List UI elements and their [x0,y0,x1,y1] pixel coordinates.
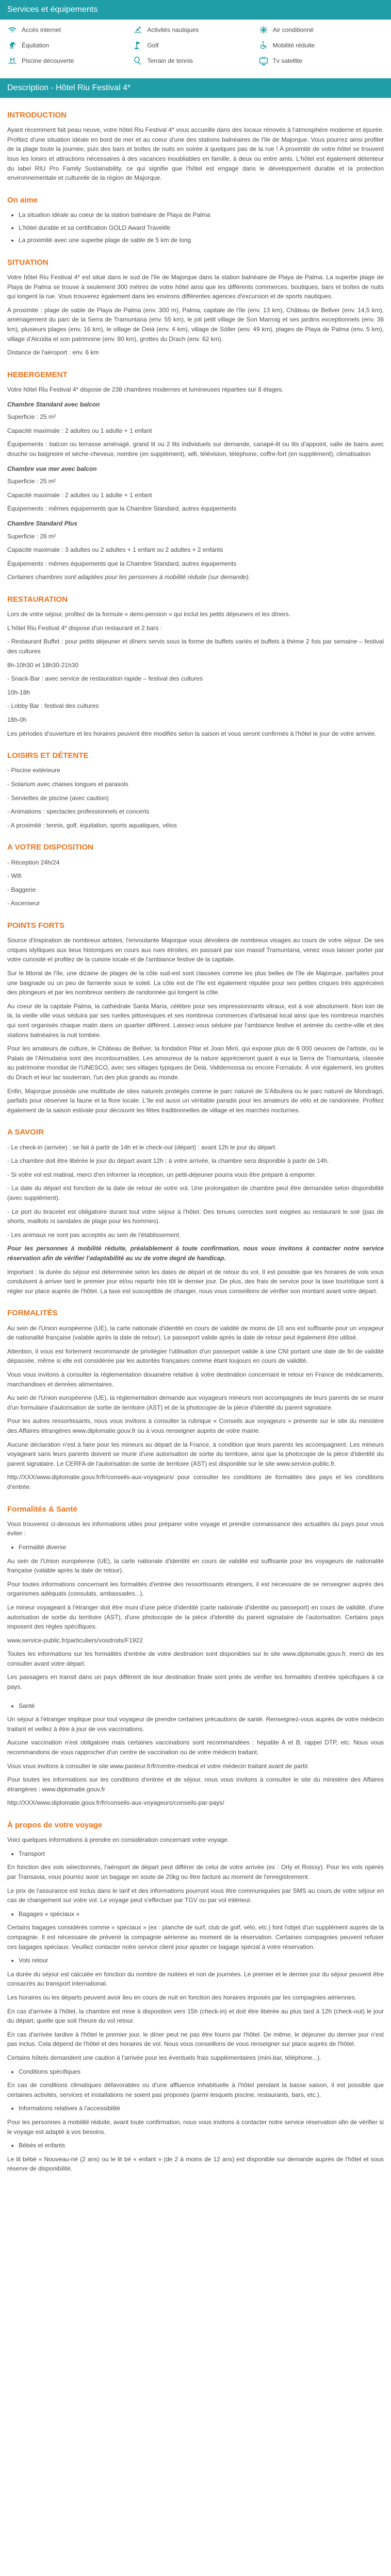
a-savoir-item: - Si votre vol est matinal, merci d'en informer la réception, un petit-déjeuner pourra vous être préparé à emporter. [7,1171,316,1178]
propos-paragraph: La durée du séjour est calculée en fonction du nombre de nuitées et non de journées. Le premier et le dernier jour du séjour peuvent être consacrés au transport international. [7,1970,384,1988]
a-savoir-item: - Les animaux ne sont pas acceptés au sein de l'établissement. [7,1231,181,1239]
service-item [7,56,133,66]
propos-paragraph: Certains bagages considérés comme « spéciaux » (ex : planche de surf, club de golf, vélo, etc.) font l'objet d'un supplément auprès de la compagnie. Il est nécessaire de prévenir la compagnie aérienne au moment de la réservation. Certaines compagnies peuvent refuser ces bagages spéciaux. Veuillez contacter notre service client pour ajouter ce bagage spécial à votre réservation. [7,1924,384,1951]
propos-paragraph: En cas de conditions climatiques défavorables ou d'une affluence inhabituelle à l'hôtel pendant la basse saison, il est possible que certaines activités, services et installations ne soient pas proposés (parmi lesquels piscine, restaurants, bars, etc.). [7,2081,384,2098]
service-label: Équitation [22,41,50,49]
sante-paragraph: Au sein de l'Union européenne (UE), la carte nationale d'identité en cours de validité est suffisante pour les voyageurs de nationalité française (valable après la date de retour). [7,1557,384,1574]
formalites-paragraph: Au sein de l'Union européenne (UE), la réglementation demande aux voyageurs mineurs non accompagnés de leurs parents de se munir d'un formulaire d'autorisation de sortie de territoire (AST) et de la photocopie de la pièce d'identité du parent signataire. [7,1394,384,1411]
list-item: • L'hôtel durable et sa certification GOLD Award Travelife [19,223,384,233]
a-savoir-item: - La chambre doit être libérée le jour du départ avant 12h ; à votre arrivée, la chambre sera disponible à partir de 14h. [7,1157,329,1165]
a-savoir-item: - Le port du bracelet est obligatoire durant tout votre séjour à l'hôtel. Des tenues correctes sont exigées au restaurant le soir (pas de shorts, maillots ni sandales de plage pour les hommes). [7,1208,384,1225]
propos-paragraph: Le prix de l'assurance est inclus dans le tarif et des informations pourront vous être communiquées par SMS au cours de votre séjour en cas de changement sur votre vol. Le voyage peut s'effectuer par TGV ou par vol intérieur. [7,1887,384,1904]
formalites-paragraph: Attention, il vous est fortement recommandé de privilégier l'utilisation d'un passeport valide à une CNI portant une date de fin de validité dépassée, même si elle est considérée par les autorités françaises comme étant toujours en cours de validité. [7,1347,384,1365]
service-item [133,56,258,66]
a-savoir-rmr: Pour les personnes à mobilité réduite, préalablement à toute confirmation, nous vous invitons à contacter notre service réservation afin de vérifier l'adaptabilité au vu de votre degré de handicap. [7,1245,384,1262]
room-type-title: Chambre Standard avec balcon [7,400,100,408]
dispo-item: - Wifi [7,872,22,880]
sante-paragraph: Les passagers en transit dans un pays différent de leur destination finale sont priés de vérifier les formalités d'entrée spécifiques à ce pays. [7,1673,384,1691]
list-item: • Bagages « spéciaux » [19,1909,384,1919]
service-item [7,40,133,50]
golf-flag-icon [133,40,143,50]
restauration-paragraph: L'hôtel Riu Festival 4* dispose d'un restaurant et 2 bars : [7,624,162,632]
list-item: • Vols retour [19,1956,384,1965]
swimmer-icon [133,25,143,35]
dispo-item: - Ascenseur [7,900,40,907]
pool-icon [7,56,18,66]
section-title-hebergement: HEBERGEMENT [7,370,68,379]
a-savoir-item: - La date du départ est fonction de la date de retour de votre vol. Une prolongation de chambre peut être demandée selon disponibilité (avec supplément). [7,1184,384,1201]
service-item [133,40,258,50]
room-detail: Capacité maximale : 3 adultes ou 2 adultes + 1 enfant ou 2 adultes + 2 enfants [7,546,223,554]
sante-paragraph: Vous vous invitons à consulter le site www.pasteur.fr/fr/centre-medical et votre médecin traitant avant de partir. [7,1762,309,1770]
formalites-paragraph: Vous vous invitons à consulter la réglementation douanière relative à votre destination concernant le retour en France de médicaments, marchandises et denrées alimentaires. [7,1370,384,1388]
propos-list [19,2104,384,2113]
list-item: • Informations relatives à l'accessibilité [19,2104,384,2113]
tv-icon [258,56,269,66]
restauration-hours: 8h-10h30 et 18h30-21h30 [7,661,79,669]
description-content [0,109,391,2174]
restauration-hours: 18h-0h [7,716,27,723]
dispo-item: - Réception 24h/24 [7,858,60,866]
sante-list [19,1543,384,1552]
situation-paragraph: A proximité : plage de sable de Playa de Palma (env. 300 m), Palma, capitale de l'île (env. 13 km), Château de Bellver (env. 14,5 km), aménagement du parc de la Serra de Tramuntana (env. 55 km), le joli petit village de Son Marroig et ses jardins exceptionnels (env. 36 km), plusieurs plages (env. 16 km), le village de Deià (env. 4 km), village de Sóller (env. 49 km), plages de Playa de Palma (env. 5 km), village d'Alcúdia et son patrimoine (env. 80 km), grottes du Drach (env. 62 km). [7,306,384,343]
situation-paragraph: Votre hôtel Riu Festival 4* est situé dans le sud de l'île de Majorque dans la station balnéaire de Playa de Palma. La superbe plage de Playa de Palma se trouve à seulement 300 mètres de votre hôtel ainsi que les différents commerces, boutiques, bars et boîtes de nuits qui longent la rue. Vous trouverez également dans les environs différentes agences d'excursion et de sports nautiques. [7,274,384,300]
list-item: • Formalité diverse [19,1543,384,1552]
sante-link: http://XXX/www.diplomatie.gouv.fr/fr/conseils-aux-voyageurs/conseils-par-pays/ [7,1799,224,1807]
restauration-hours: 10h-18h [7,688,30,696]
sante-paragraph: Toutes les informations sur les formalités d'entrée de votre destination sont disponibles sur le site www.diplomatie.gouv.fr, merci de les consulter avant votre départ. [7,1650,384,1667]
intro-paragraph: Ayant récemment fait peau neuve, votre hôtel Riu Festival 4* vous accueille dans des locaux rénovés à l'atmosphère moderne et épurée. Profitez d'une situation idéale en bord de mer et au coeur d'une des stations balnéaires de l'île de Majorque. Vous pourrez ainsi profiter de la plage toute la journée, puis des bars et boîtes de nuits en soirée à quelques pas de la rue ! A proximité de votre hôtel se trouvent tous les loisirs et attractions nécessaires à des vacances inoubliables en famille, à deux ou entre amis. L'hôtel est également détenteur du label RIU Pro Family Sustainability, ce qui signifie que l'hôtel est engagé dans le développement durable et la protection environnementale et culturelle de la région de Majorque. [7,126,384,182]
section-title-restauration: RESTAURATION [7,595,68,604]
sante-paragraph: Pour toutes informations concernant les formalités d'entrée des ressortissants étrangers, il est nécessaire de se renseigner auprès des organismes adéquats (consulats, ambassades...). [7,1580,384,1598]
propos-paragraph: Voici quelques informations à prendre en considération concernant votre voyage. [7,1836,230,1844]
service-item [258,25,384,35]
restauration-paragraph: - Lobby Bar : festival des cultures [7,702,99,710]
service-label: Mobilité réduite [272,41,315,49]
a-savoir-item: - Le check-in (arrivée) : se fait à partir de 14h et le check-out (départ) : avant 12h le jour du départ. [7,1143,277,1151]
service-label: Tv satellite [272,57,303,64]
propos-list [19,1909,384,1919]
snowflake-icon [258,25,269,35]
room-type-title: Chambre Standard Plus [7,520,78,528]
propos-paragraph: Le lit bébé « Nouveau-né (2 ans) ou le lit bé « enfant » (de 2 à moins de 12 ans) est disponible sur demande auprès de l'hôtel et sous réserve de disponibilité. [7,2155,384,2173]
sante-paragraph: Pour toutes les informations sur les conditions d'entrée et de séjour, nous vous invitons à consulter le site du ministère des Affaires étrangères : www.diplomatie.gouv.fr [7,1776,384,1793]
service-label: Piscine découverte [22,57,74,64]
room-detail: Capacité maximale : 2 adultes ou 1 adulte + 1 enfant [7,491,152,499]
points-paragraph: Pour les amateurs de culture, le Château de Bellver, la fondation Pilar et Joan Miró, qui expose plus de 6 000 oeuvres de l'artiste, ou le Palais de l'Almudaina sont des incontournables. Les amoureux de la nature apprécieront quant à eux la Serra de Tramuntana, classée au patrimoine mondial de l'UNESCO, avec ses villages typiques de Deià, Valldemossa ou encore Fornalutx. À voir également, les grottes du Drach et leur lac souterrain, l'un des plus grands au monde. [7,1045,384,1081]
horse-icon [7,40,18,50]
list-item: • La situation idéale au coeur de la station balnéaire de Playa de Palma [19,210,384,220]
room-detail: Superficie : 26 m² [7,532,56,540]
section-title-introduction: INTRODUCTION [7,111,67,120]
section-title-a-propos: À propos de votre voyage [7,1821,103,1829]
list-item: • La proximité avec une superbe plage de sable de 5 km de long [19,235,384,245]
points-paragraph: Au coeur de la capitale Palma, la cathédrale Santa María, célèbre pour ses impressionnants vitraux, est à voir absolument. Non loin de là, la vieille ville vous séduira par ses ruelles pittoresques et ses nombreux commerces d'artisanat local ainsi que les nombreux marchés qui sont organisés chaque matin dans un quartier différent. Laissez-vous séduire par l'ambiance festive et animée du centre-ville et des stations balnéaires la nuit tombée. [7,1002,384,1039]
loisirs-item: - Animations : spectacles professionnels et concerts [7,808,150,816]
service-label: Air conditionné [272,26,314,33]
sante-paragraph: Aucune vaccination n'est obligatoire mais certaines vaccinations sont recommandées : hépatite A et B, rappel DTP, etc. Nous vous recommandons de vous rapprocher d'un centre de vaccination ou de votre médecin traitant. [7,1739,384,1756]
loisirs-item: - Serviettes de piscine (avec caution) [7,794,109,802]
room-detail: Capacité maximale : 2 adultes ou 1 adulte + 1 enfant [7,427,152,434]
description-header: Description - Hôtel Riu Festival 4* [0,78,391,98]
service-item [133,25,258,35]
propos-paragraph: Les horaires ou les départs peuvent avoir lieu en cours de nuit en fonction des horaires imposés par les compagnies aériennes. [7,1993,357,2001]
points-paragraph: Sur le littoral de l'île, une dizaine de plages de la côte sud-est sont classées comme les plus belles de l'île de Majorque, parfaites pour une baignade ou un peu de farniente sous le soleil. La côte est de l'île est également réputée pour ses petites criques très appréciées des plongeurs et par les nombreux sentiers de randonnée qui longent la côte. [7,970,384,996]
sante-paragraph: Vous trouverez ci-dessous les informations utiles pour préparer votre voyage et prendre connaissance des actualités du pays pour vous éviter : [7,1520,384,1537]
dispo-item: - Baggerie [7,886,36,893]
wifi-icon [7,25,18,35]
formalites-paragraph: Pour les autres ressortissants, nous vous invitons à consulter la rubrique « Conseils aux voyageurs » présente sur le site du ministère des Affaires étrangères www.diplomatie.gouv.fr ou à vous renseigner auprès de votre mairie. [7,1417,384,1434]
service-label: Golf [147,41,159,49]
service-item [258,56,384,66]
sante-paragraph: Un séjour à l'étranger implique pour tout voyageur de prendre certaines précautions de santé. Renseignez-vous auprès de votre médecin traitant et veillez à être à jour de vos vaccinations. [7,1716,384,1733]
propos-list [19,1849,384,1859]
section-title-a-savoir: A SAVOIR [7,1128,44,1137]
formalites-paragraph: Aucune déclaration n'est à faire pour les mineurs au départ de la France, à condition que leurs parents les accompagnent. Les mineurs voyageant sans leurs parents doivent se munir d'une autorisation de sortie du territoire, ainsi que la photocopie de la pièce d'identité du parent signataire. Le CERFA de l'autorisation de sortie de territoire (AST) est disponible sur le site www.service-public.fr. [7,1440,384,1467]
room-detail: Équipements : mêmes équipements que la Chambre Standard, autres équipements [7,505,237,513]
formalites-paragraph: Au sein de l'Union européenne (UE), la carte nationale d'identité en cours de validité de moins de 10 ans est suffisante pour un voyageur de nationalité française (valable après la date de retour). Le passeport valide après la date de retour peut également être utilisé. [7,1324,384,1342]
restauration-paragraph: Les périodes d'ouverture et les horaires peuvent être modifiés selon la saison et vous seront confirmés à l'hôtel le jour de votre arrivée. [7,730,377,737]
list-item: • Conditions spécifiques [19,2067,384,2077]
a-savoir-paragraph: Important : la durée du séjour est déterminée selon les dates de départ et de retour du vol, Il est possible que les horaires de vols vous conduisent à arriver tard le premier jour et/ou repartir très tôt le dernier jour. De plus, des frais de service pour la taxe touristique sont à régler sur place auprès de l'hôtel. La taxe est susceptible de changer, nous vous conseillons de vérifier son montant avant votre départ. [7,1268,384,1295]
room-detail: Superficie : 25 m² [7,413,56,421]
propos-paragraph: En cas d'arrivée à l'hôtel, la chambre est mise à disposition vers 15h (check-in) et doit être libérée au plus tard à 12h (check-out) le jour du départ, quelle que soit l'heure du vol retour. [7,2007,384,2025]
propos-list [19,1956,384,1965]
on-aime-list [19,210,384,245]
sante-link: www.service-public.fr/particuliers/vosdroits/F1922 [7,1636,143,1644]
points-paragraph: Source d'inspiration de nombreux artistes, l'envoutante Majorque vous dévoilera de nombreux visages au cours de votre séjour. De ses criques idylliques aux lieux historiques en cours aux rues étroites, en passant par son massif Tramuntana, venez vous laisser porter par votre curiosité et profitez de la cuisine locale et de l'ambiance festive de la capitale. [7,937,384,963]
section-title-loisirs: LOISIRS ET DÉTENTE [7,751,89,760]
services-grid [0,20,391,73]
service-label: Terrain de tennis [147,57,193,64]
services-header: Services et équipements [0,0,391,20]
hebergement-note: Certaines chambres sont adaptées pour les personnes à mobilité réduite (sur demande). [7,573,250,581]
sante-list [19,1701,384,1711]
propos-paragraph: Pour les personnes à mobilité réduite, avant toute confirmation, nous vous invitons à contacter notre service réservation afin de vérifier si le voyage est adapté à vos besoins. [7,2118,384,2136]
room-detail: Superficie : 25 m² [7,478,56,485]
loisirs-item: - A proximité : tennis, golf, équitation, sports aquatiques, vélos [7,821,177,829]
list-item: • Bébés et enfants [19,2141,384,2150]
restauration-paragraph: - Restaurant Buffet : pour petits déjeuner et dîners servis sous la forme de buffets variés et buffets à thème 2 fois par semaine – festival des cultures [7,638,384,655]
propos-list [19,2141,384,2150]
propos-list [19,2067,384,2077]
service-item [258,40,384,50]
formalites-link: http://XXX/www.diplomatie.gouv.fr/fr/conseils-aux-voyageurs/ pour consulter les conditions de formalités des pays et les conditions d'entrée. [7,1473,384,1490]
section-title-points-forts: POINTS FORTS [7,921,64,930]
room-type-title: Chambre vue mer avec balcon [7,465,97,472]
service-item [7,25,133,35]
list-item: • Transport [19,1849,384,1859]
restauration-paragraph: - Snack-Bar : avec service de restauration rapide – festival des cultures [7,675,203,683]
restauration-paragraph: Lors de votre séjour, profitez de la formule « demi-pension » qui inclut les petits déjeuners et les dîners. [7,611,290,618]
wheelchair-icon [258,40,269,50]
service-label: Accès internet [22,26,61,33]
propos-paragraph: En fonction des vols sélectionnés, l'aéroport de départ peut différer de celui de votre arrivée (ex : Orly et Roissy). Pour les vols opérés par Transavia, vous pourrez avoir un bagage en soute de 20kg ou être facturé au moment de l'enregistrement. [7,1863,384,1881]
section-title-situation: SITUATION [7,258,48,267]
propos-paragraph: En cas d'arrivée tardive à l'hôtel le premier jour, le dîner peut ne pas être fourni par l'hôtel. De même, le déjeuner du dernier jour n'est pas inclus. Cela dépend de l'hôtel et des horaires de vol. Nous vous conseillons de vous renseigner sur place auprès de l'hôtel. [7,2030,384,2048]
section-title-disposition: A VOTRE DISPOSITION [7,843,93,852]
tennis-icon [133,56,143,66]
section-title-on-aime: On aime [7,195,38,205]
hebergement-paragraph: Votre hôtel Riu Festival 4* dispose de 238 chambres modernes et lumineuses réparties sur 8 étages. [7,386,284,394]
room-detail: Équipements : mêmes équipements que la Chambre Standard, autres équipements [7,560,237,567]
section-title-formalites: FORMALITÉS [7,1309,58,1318]
list-item: • Santé [19,1701,384,1711]
situation-paragraph: Distance de l'aéroport : env. 6 km [7,349,99,357]
sante-paragraph: Le mineur voyageant à l'étranger doit être muni d'une pièce d'identité (carte nationale d'identité ou passeport) en cours de validité, d'une autorisation de sortie du territoire (AST), d'une photocopie de la pièce d'identité du parent signataire de l'autorisation. Certains pays imposent des règles spécifiques. [7,1603,384,1631]
room-detail: Équipements : balcon ou terrasse aménagé, grand lit ou 2 lits individuels sur demande, canapé-lit ou lits d'appoint, salle de bains avec douche ou baignoire et sèche-cheveux, nombre (en supplément), wifi, télévision, téléphone, coffre-fort (en supplément), climatisation [7,440,384,458]
propos-paragraph: Certains hôtels demandent une caution à l'arrivée pour les éventuels frais supplémentaires (mini-bar, téléphone...). [7,2054,321,2061]
loisirs-item: - Piscine extérieure [7,767,60,774]
section-title-formalites-sante: Formalités & Santé [7,1504,77,1514]
loisirs-item: - Solarium avec chaises longues et parasols [7,781,128,788]
points-paragraph: Enfin, Majorque possède une multitude de sites naturels protégés comme le parc naturel de S'Albufera ou le parc naturel de Mondragó, parfaits pour observer la faune et la flore locale. L'île est aussi un véritable paradis pour les amateurs de vélo et de randonnée. Profitez également de la saison estivale pour découvrir les fêtes traditionnelles de village et les marchés nocturnes. [7,1087,384,1114]
service-label: Activités nautiques [147,26,199,33]
